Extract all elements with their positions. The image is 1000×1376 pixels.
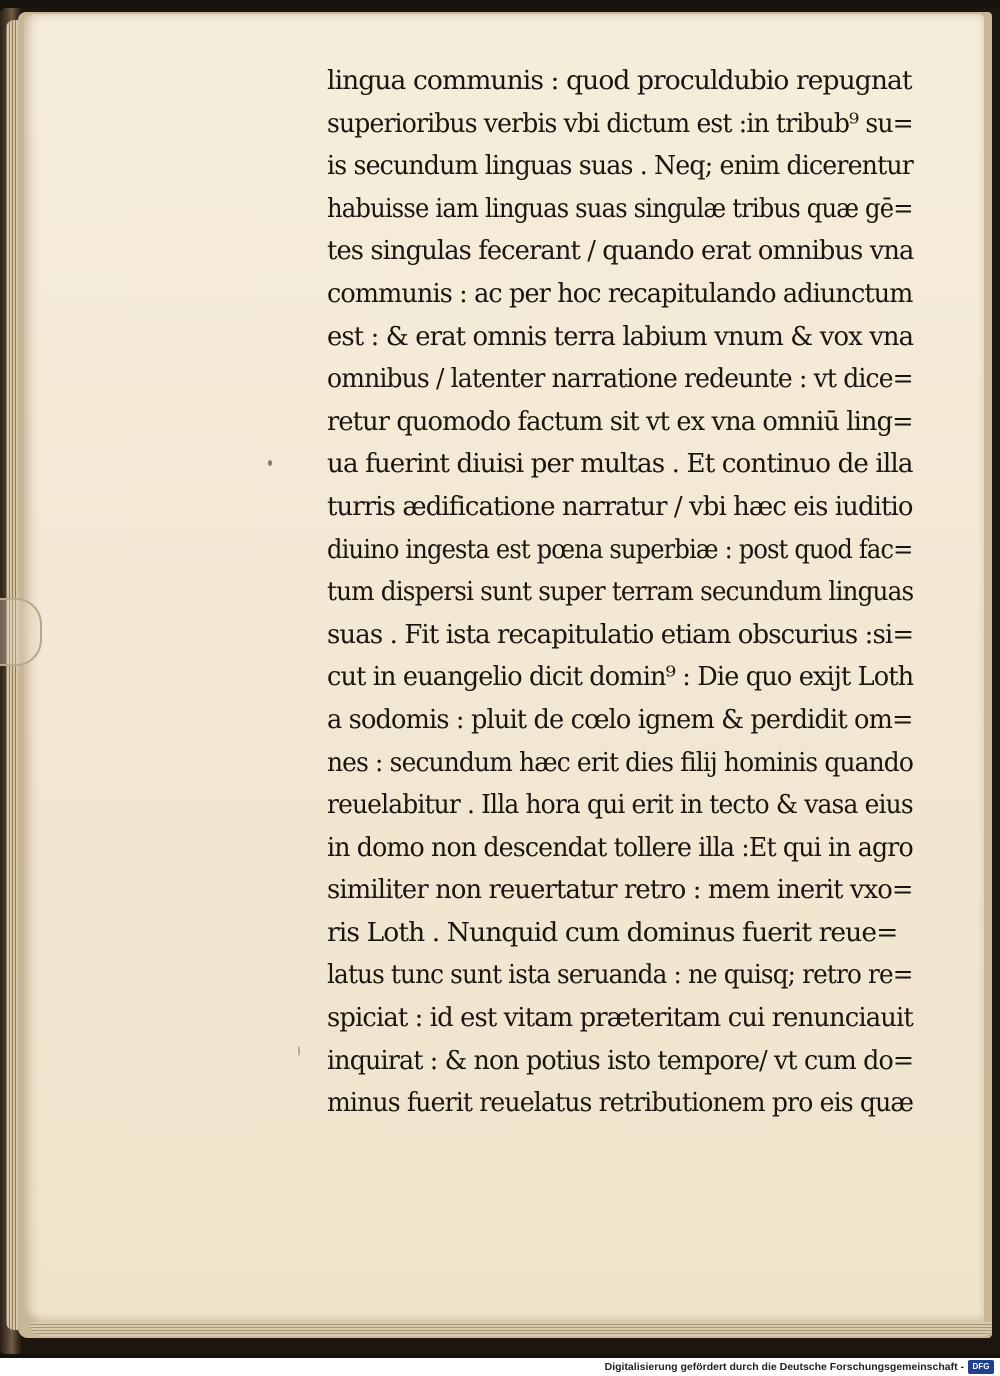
text-line: ris Loth . Nunquid cum dominus fuerit reue= xyxy=(327,916,898,948)
text-line: est : & erat omnis terra labium vnum & vox vna xyxy=(327,320,914,352)
text-line: is secundum linguas suas . Neq; enim dicerentur xyxy=(327,150,913,182)
dfg-logo-icon xyxy=(968,1360,994,1374)
text-line: turris ædificatione narratur / vbi hæc eis iuditio xyxy=(327,490,913,522)
text-line: reuelabitur . Illa hora qui erit in tecto & vasa eius xyxy=(327,789,913,821)
page-edges-bottom xyxy=(30,1322,992,1336)
text-line: inquirat : & non potius isto tempore/ vt cum do= xyxy=(327,1044,914,1076)
text-line: ua fuerint diuisi per multas . Et continuo de illa xyxy=(327,448,913,480)
paper-speck xyxy=(298,1046,300,1056)
text-line: diuino ingesta est pœna superbiæ : post quod fac= xyxy=(327,533,913,565)
incunabula-text xyxy=(327,60,913,1125)
text-line: latus tunc sunt ista seruanda : ne quisq; retro re= xyxy=(327,959,913,991)
page-clasp-mark xyxy=(0,598,42,666)
text-line: minus fuerit reuelatus retributionem pro eis quæ xyxy=(327,1087,914,1119)
text-line: communis : ac per hoc recapitulando adiunctum xyxy=(327,277,913,309)
text-line: lingua communis : quod proculdubio repugnat xyxy=(327,65,912,96)
text-line: in domo non descendat tollere illa :Et qui in agro xyxy=(327,831,913,863)
dfg-logo-label: DFG xyxy=(972,1362,990,1371)
text-line: retur quomodo factum sit vt ex vna omniū ling= xyxy=(327,405,913,437)
funding-credit: Digitalisierung gefördert durch die Deutsche Forschungsgemeinschaft - xyxy=(604,1361,964,1373)
text-line: habuisse iam linguas suas singulæ tribus quæ gē= xyxy=(327,192,913,224)
text-line: spiciat : id est vitam præteritam cui renunciauit xyxy=(327,1002,913,1034)
text-line: omnibus / latenter narratione redeunte : vt dice= xyxy=(327,363,913,395)
text-line: tum dispersi sunt super terram secundum linguas xyxy=(327,576,914,608)
text-line: cut in euangelio dicit domin⁹ : Die quo exijt Loth xyxy=(327,661,914,693)
paper-speck xyxy=(268,460,272,466)
text-line: nes : secundum hæc erit dies filij hominis quando xyxy=(327,746,914,778)
text-line: superioribus verbis vbi dictum est :in tribub⁹ su= xyxy=(327,107,913,139)
text-line: similiter non reuertatur retro : mem inerit vxo= xyxy=(327,874,913,906)
text-line: suas . Fit ista recapitulatio etiam obscurius :si= xyxy=(327,618,914,650)
text-line: tes singulas fecerant / quando erat omnibus vna xyxy=(327,235,914,267)
text-line: a sodomis : pluit de cœlo ignem & perdidit om= xyxy=(327,703,913,735)
